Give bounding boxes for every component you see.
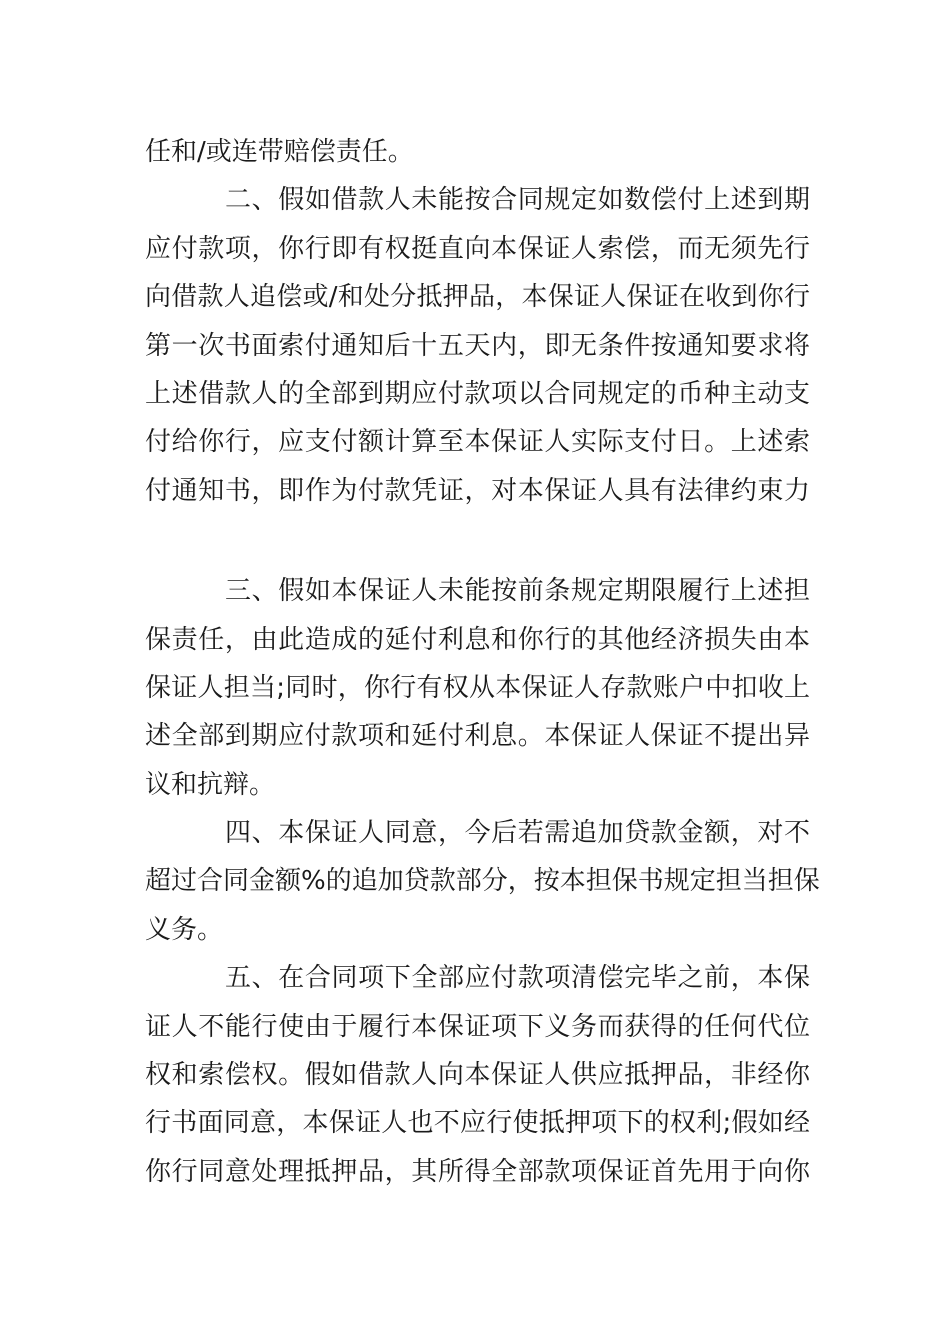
text-line: 议和抗辩。 [145,769,276,800]
blank-line [145,515,810,567]
text-line: 四、本保证人同意，今后若需追加贷款金额，对不 [225,818,810,849]
text-line: 证人不能行使由于履行本保证项下义务而获得的任何代位 [145,1011,810,1042]
text-line: 付给你行，应支付额计算至本保证人实际支付日。上述索 [145,427,810,458]
text-line: 义务。 [145,914,224,945]
text-line: 行书面同意，本保证人也不应行使抵押项下的权利;假如经 [145,1108,810,1139]
paragraph-1-tail [145,128,810,176]
text-line: 二、假如借款人未能按合同规定如数偿付上述到期 [225,185,810,216]
text-line: 任和/或连带赔偿责任。 [145,137,414,167]
text-line: 保责任，由此造成的延付利息和你行的其他经济损失由本 [145,624,810,655]
paragraph-2 [145,176,810,515]
text-line: 向借款人追偿或/和处分抵押品，本保证人保证在收到你行 [145,282,810,313]
document-page [145,128,820,1196]
text-line: 付通知书，即作为付款凭证，对本保证人具有法律约束力 [145,475,810,506]
paragraph-4 [145,809,820,954]
text-line: 五、在合同项下全部应付款项清偿完毕之前，本保 [225,963,810,994]
text-line: 三、假如本保证人未能按前条规定期限履行上述担 [225,576,810,607]
text-line: 权和索偿权。假如借款人向本保证人供应抵押品，非经你 [145,1060,810,1091]
text-line: 上述借款人的全部到期应付款项以合同规定的币种主动支 [145,378,810,409]
paragraph-5 [145,954,810,1196]
text-line: 保证人担当;同时，你行有权从本保证人存款账户中扣收上 [145,672,810,703]
text-line: 超过合同金额%的追加贷款部分，按本担保书规定担当担保 [145,866,820,897]
paragraph-3 [145,567,810,809]
text-line: 述全部到期应付款项和延付利息。本保证人保证不提出异 [145,721,810,752]
text-line: 你行同意处理抵押品，其所得全部款项保证首先用于向你 [145,1156,810,1187]
text-line: 应付款项，你行即有权挺直向本保证人索偿，而无须先行 [145,233,810,264]
text-line: 第一次书面索付通知后十五天内，即无条件按通知要求将 [145,330,810,361]
